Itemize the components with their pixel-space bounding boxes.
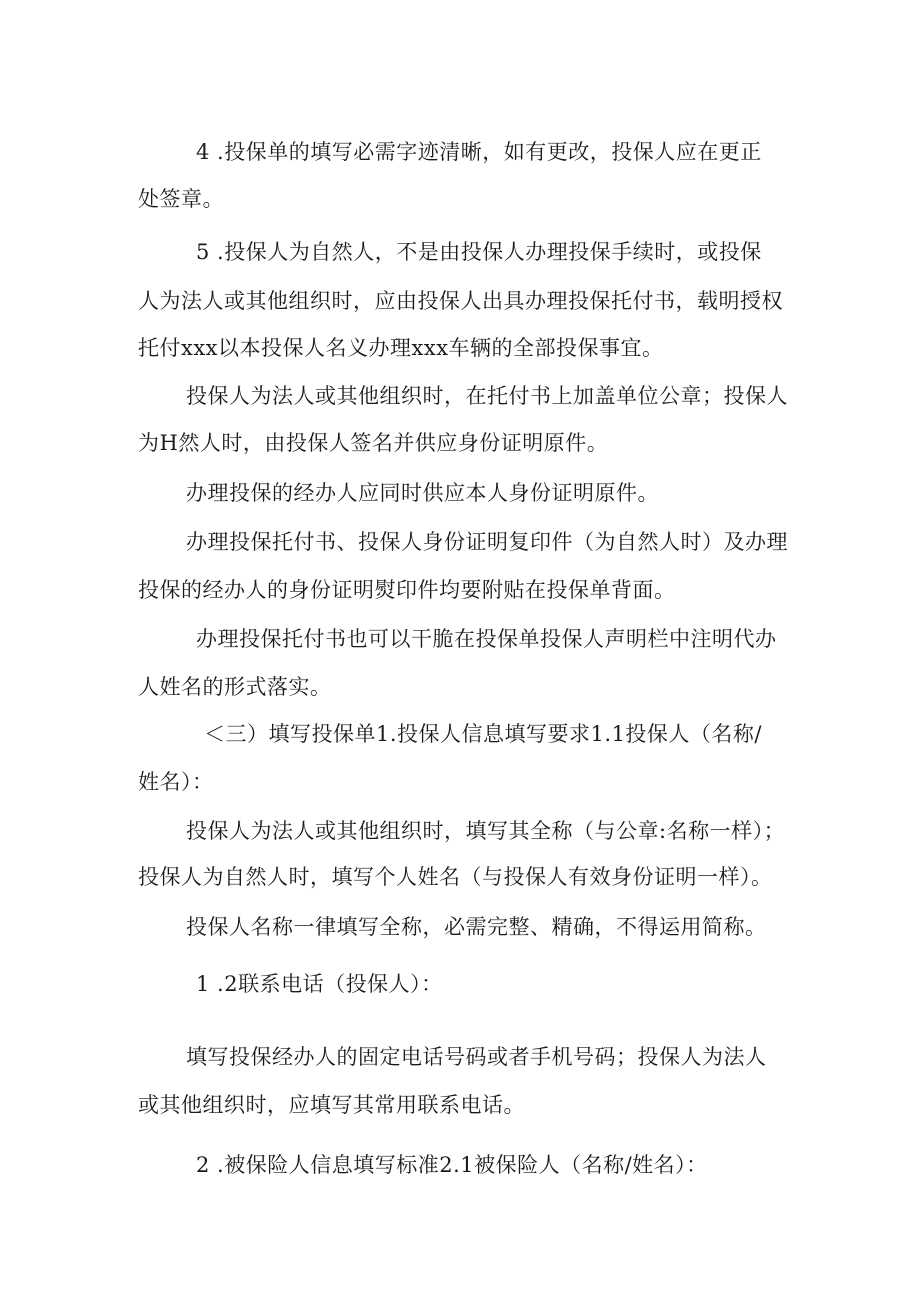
paragraph-name-line-2: 投保人为自然人时，填写个人姓名（与投保人有效身份证明一样）。 [138,865,773,889]
paragraph-declaration-line-2: 人姓名的形式落实。 [138,675,332,699]
section-3-heading-line-2: 姓名）： [138,770,214,794]
paragraph-agent-id: 办理投保的经办人应同时供应本人身份证明原件。 [186,481,659,505]
section-3-heading-line-1: ＜三）填写投保单1.投保人信息填写要求1.1投保人（名称/ [204,722,763,746]
paragraph-name-line-1: 投保人为法人或其他组织时，填写其全称（与公章:名称一样）； [186,819,786,843]
heading-2-insured: 2 .被保险人信息填写标准2.1被保险人（名称/姓名）： [196,1153,708,1177]
paragraph-phone-line-2: 或其他组织时，应填写其常用联系电话。 [138,1093,525,1117]
paragraph-declaration-line-1: 办理投保托付书也可以干脆在投保单投保人声明栏中注明代办 [196,627,777,651]
item-5-line-2: 人为法人或其他组织时，应由投保人出具办理投保托付书，载明授权 [138,289,783,313]
item-5-line-1: 5 .投保人为自然人，不是由投保人办理投保手续时，或投保 [196,240,762,264]
paragraph-attach-line-2: 投保的经办人的身份证明熨印件均要附贴在投保单背面。 [138,578,676,602]
paragraph-full-name: 投保人名称一律填写全称，必需完整、精确，不得运用简称。 [186,915,767,939]
paragraph-seal-line-2: 为H然人时，由投保人签名并供应身份证明原件。 [138,431,609,455]
paragraph-attach-line-1: 办理投保托付书、投保人身份证明复印件（为自然人时）及办理 [186,530,788,554]
heading-1-2-phone: 1 .2联系电话（投保人）： [196,972,443,996]
paragraph-seal-line-1: 投保人为法人或其他组织时，在托付书上加盖单位公章；投保人 [186,384,788,408]
item-4-line-2: 处签章。 [138,187,224,211]
item-4-line-1: 4 .投保单的填写必需字迹清晰，如有更改，投保人应在更正 [196,140,762,164]
item-5-line-3: 托付xxx以本投保人名义办理xxx车辆的全部投保事宜。 [138,336,664,360]
paragraph-phone-line-1: 填写投保经办人的固定电话号码或者手机号码；投保人为法人 [186,1045,767,1069]
